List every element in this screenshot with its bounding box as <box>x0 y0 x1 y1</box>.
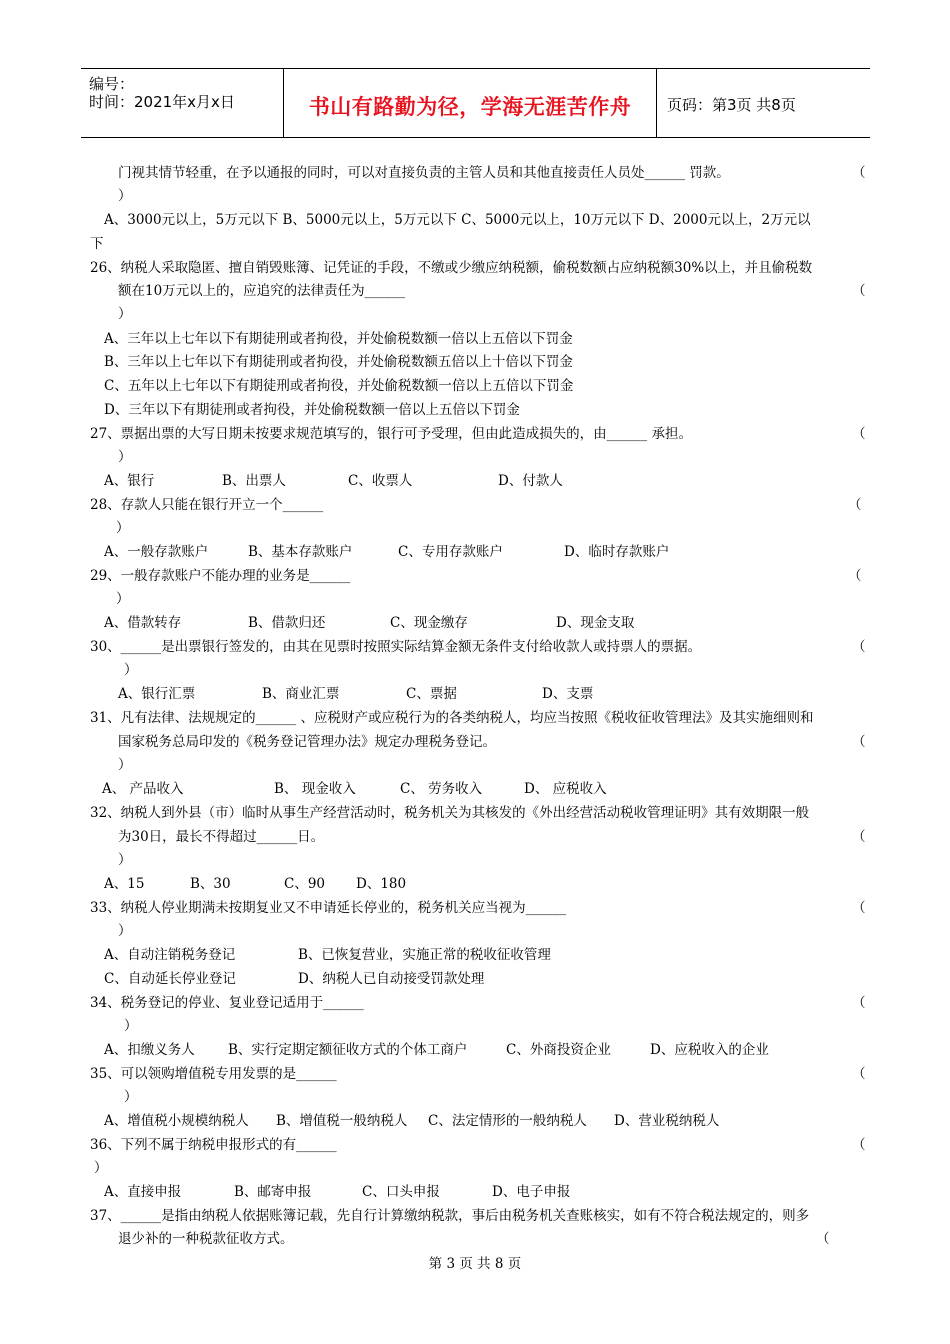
question-text: 26、纳税人采取隐匿、擅自销毁账簿、记凭证的手段，不缴或少缴应纳税额，偷税数额占应纳税额30%以上，并且偷税数 <box>90 260 813 276</box>
question-text: 36、下列不属于纳税申报形式的有______ <box>90 1137 337 1153</box>
option-c: C、90 <box>284 876 326 892</box>
option-c: C、票据 <box>406 686 457 702</box>
answer-paren-open: （ <box>852 900 866 916</box>
option-a: A、直接申报 <box>104 1184 182 1200</box>
options-row <box>0 1183 950 1201</box>
option-a: A、增值税小规模纳税人 <box>104 1113 249 1129</box>
header-meta-cell <box>81 69 283 137</box>
options-row <box>0 1041 950 1059</box>
answer-paren-close: ） <box>118 852 132 868</box>
question-text: 29、一般存款账户不能办理的业务是______ <box>90 568 351 584</box>
question-text: 为30日，最长不得超过______日。 <box>118 829 325 845</box>
option-d: D、付款人 <box>498 473 563 489</box>
question-text: 国家税务总局印发的《税务登记管理办法》规定办理税务登记。 <box>118 734 496 750</box>
option-c: C、法定情形的一般纳税人 <box>428 1113 587 1129</box>
answer-paren-close: ） <box>118 306 132 322</box>
option-d: D、 应税收入 <box>524 781 607 797</box>
answer-paren-open: （ <box>852 426 866 442</box>
answer-paren-open: （ <box>852 995 866 1011</box>
option-c: C、收票人 <box>348 473 413 489</box>
page-info: 页码：第3页 共8页 <box>667 96 796 114</box>
option-d: D、营业税纳税人 <box>614 1113 720 1129</box>
option-line: B、三年以上七年以下有期徒刑或者拘役，并处偷税数额五倍以上十倍以下罚金 <box>104 354 573 370</box>
option-b: B、30 <box>190 876 231 892</box>
options-row <box>0 946 950 964</box>
option-b: B、已恢复营业，实施正常的税收征收管理 <box>298 947 551 963</box>
option-c: C、 劳务收入 <box>400 781 483 797</box>
option-d: D、纳税人已自动接受罚款处理 <box>298 971 485 987</box>
option-c: C、外商投资企业 <box>506 1042 611 1058</box>
answer-paren-close: ） <box>116 591 130 607</box>
answer-paren-close: ） <box>118 449 132 465</box>
option-a: A、银行 <box>104 473 155 489</box>
page-footer: 第 3 页 共 8 页 <box>428 1256 522 1272</box>
option-b: B、增值税一般纳税人 <box>276 1113 408 1129</box>
answer-paren-close: ） <box>124 1018 138 1034</box>
option-d: D、应税收入的企业 <box>650 1042 769 1058</box>
question-text: 31、凡有法律、法规规定的______ 、应税财产或应税行为的各类纳税人，均应当按照《税收征收管理法》及其实施细则和 <box>90 710 814 726</box>
option-c: C、口头申报 <box>362 1184 440 1200</box>
page-header <box>81 68 870 138</box>
question-text: 35、可以领购增值税专用发票的是______ <box>90 1066 337 1082</box>
options-row <box>0 970 950 988</box>
option-b: B、商业汇票 <box>262 686 340 702</box>
option-line: C、五年以上七年以下有期徒刑或者拘役，并处偷税数额一倍以上五倍以下罚金 <box>104 378 574 394</box>
answer-paren-open: （ <box>852 639 866 655</box>
answer-paren-open: （ <box>852 165 866 181</box>
option-a: A、借款转存 <box>104 615 182 631</box>
option-a: A、15 <box>104 876 145 892</box>
answer-paren-open: （ <box>852 1066 866 1082</box>
question-text: 34、税务登记的停业、复业登记适用于______ <box>90 995 364 1011</box>
option-a: A、自动注销税务登记 <box>104 947 236 963</box>
options-row <box>0 614 950 632</box>
answer-paren-close: ） <box>94 1160 108 1176</box>
option-c: C、现金缴存 <box>390 615 468 631</box>
option-b: B、实行定期定额征收方式的个体工商户 <box>228 1042 468 1058</box>
option-d: D、支票 <box>542 686 594 702</box>
question-text: 27、票据出票的大写日期未按要求规范填写的，银行可予受理，但由此造成损失的，由______ 承担。 <box>90 426 692 442</box>
options-row <box>0 780 950 798</box>
options-row <box>0 685 950 703</box>
answer-paren-close: ） <box>118 757 132 773</box>
answer-paren-open: （ <box>852 1137 866 1153</box>
option-line: A、三年以上七年以下有期徒刑或者拘役，并处偷税数额一倍以上五倍以下罚金 <box>104 331 573 347</box>
options-row <box>0 543 950 561</box>
option-c: C、自动延长停业登记 <box>104 971 236 987</box>
option-d: D、电子申报 <box>492 1184 571 1200</box>
answer-paren-close: ） <box>118 923 132 939</box>
answer-paren-open: （ <box>848 568 862 584</box>
option-a: A、银行汇票 <box>118 686 196 702</box>
answer-paren-close: ） <box>124 662 138 678</box>
answer-paren-open: （ <box>848 497 862 513</box>
question-text: 额在10万元以上的，应追究的法律责任为______ <box>118 283 406 299</box>
option-d: D、现金支取 <box>556 615 635 631</box>
answer-paren-open: （ <box>852 283 866 299</box>
answer-paren-open: （ <box>852 734 866 750</box>
motto: 书山有路勤为径，学海无涯苦作舟 <box>308 95 632 119</box>
option-a: A、一般存款账户 <box>104 544 209 560</box>
question-text: 32、纳税人到外县（市）临时从事生产经营活动时，税务机关为其核发的《外出经营活动税收管理证明》其有效期限一般 <box>90 805 810 821</box>
question-text: 33、纳税人停业期满未按期复业又不申请延长停业的，税务机关应当视为______ <box>90 900 567 916</box>
option-b: B、借款归还 <box>248 615 326 631</box>
answer-paren-close: ） <box>124 1089 138 1105</box>
doc-number-label: 编号： <box>89 75 135 93</box>
option-d: D、临时存款账户 <box>564 544 670 560</box>
option-b: B、出票人 <box>222 473 286 489</box>
answer-paren-close: ） <box>116 520 130 536</box>
options-row <box>0 1112 950 1130</box>
question-text: 28、存款人只能在银行开立一个______ <box>90 497 324 513</box>
header-page-cell <box>657 69 870 137</box>
option-b: B、基本存款账户 <box>248 544 353 560</box>
question-text: 30、______是出票银行签发的，由其在见票时按照实际结算金额无条件支付给收款人或持票人的票据。 <box>90 639 702 655</box>
answer-paren-close: ） <box>118 188 132 204</box>
option-a: A、扣缴义务人 <box>104 1042 195 1058</box>
question-text: 退少补的一种税款征收方式。 <box>118 1231 294 1247</box>
question-text: 37、______是指由纳税人依据账簿记载，先自行计算缴纳税款，事后由税务机关查账核实，如有不符合税法规定的，则多 <box>90 1208 810 1224</box>
option-a: A、 产品收入 <box>102 781 184 797</box>
option-c: C、专用存款账户 <box>398 544 503 560</box>
header-motto-cell <box>283 69 657 137</box>
options-row <box>0 875 950 893</box>
question-text: 门视其情节轻重，在予以通报的同时，可以对直接负责的主管人员和其他直接责任人员处______ 罚款。 <box>118 165 730 181</box>
answer-paren-open: （ <box>816 1231 830 1247</box>
doc-date: 时间：2021年x月x日 <box>89 93 235 111</box>
question-options: 下 <box>90 236 104 252</box>
options-row <box>0 472 950 490</box>
option-b: B、 现金收入 <box>274 781 356 797</box>
option-line: D、三年以下有期徒刑或者拘役，并处偷税数额一倍以上五倍以下罚金 <box>104 402 520 418</box>
question-options: A、3000元以上，5万元以下 B、5000元以上，5万元以下 C、5000元以上，10万元以下 D、2000元以上，2万元以 <box>104 212 811 228</box>
answer-paren-open: （ <box>852 829 866 845</box>
option-d: D、180 <box>356 876 407 892</box>
option-b: B、邮寄申报 <box>234 1184 312 1200</box>
